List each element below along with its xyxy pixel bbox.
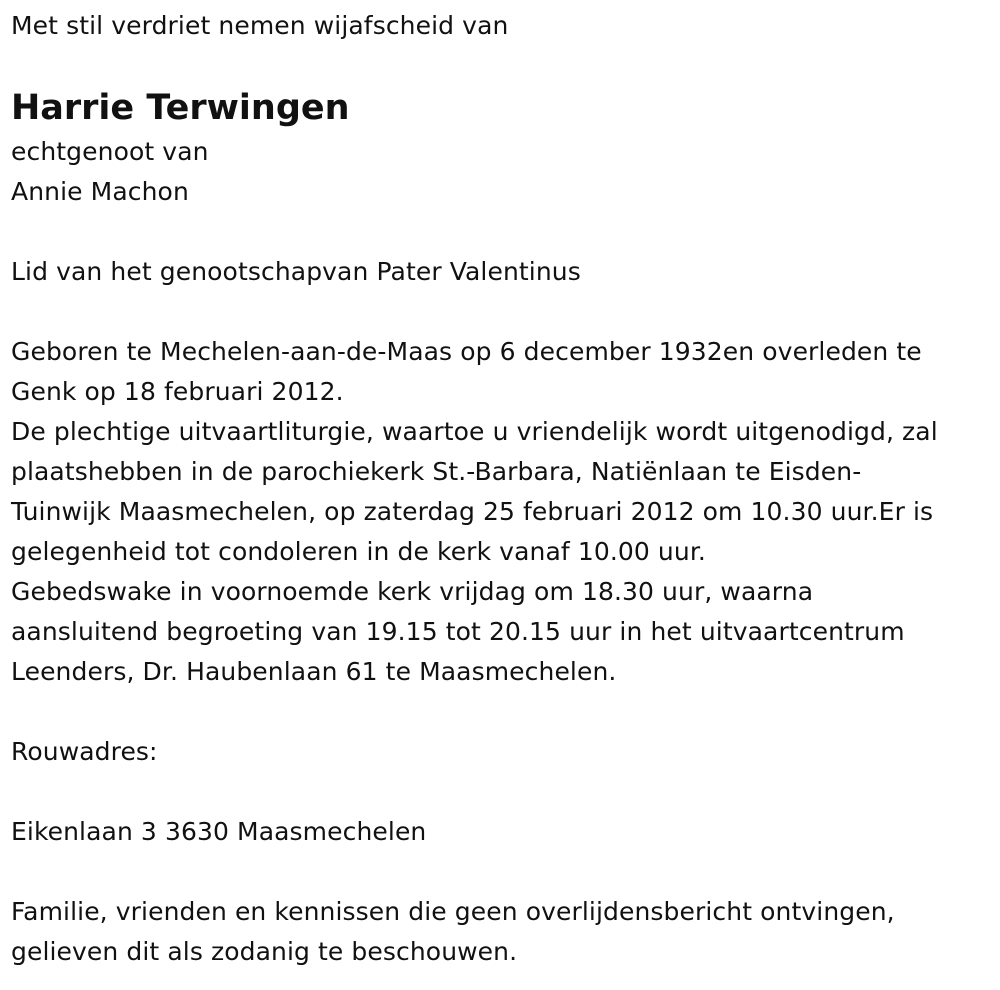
details-line: Leenders, Dr. Haubenlaan 61 te Maasmechelen. (11, 657, 617, 686)
closing-note (11, 892, 996, 972)
address-label: Rouwadres: (11, 737, 158, 766)
spacer (11, 772, 996, 812)
details-line: De plechtige uitvaartliturgie, waartoe u vriendelijk wordt uitgenodigd, zal (11, 417, 938, 446)
details-line: plaatshebben in de parochiekerk St.-Barbara, Natiënlaan te Eisden- (11, 457, 862, 486)
relation-label: echtgenoot van (11, 137, 209, 166)
funeral-details (11, 332, 996, 692)
mourning-address: Eikenlaan 3 3630 Maasmechelen (11, 817, 427, 846)
details-line: Geboren te Mechelen-aan-de-Maas op 6 december 1932en overleden te (11, 337, 922, 366)
obituary-notice (11, 6, 996, 972)
details-line: Tuinwijk Maasmechelen, op zaterdag 25 februari 2012 om 10.30 uur.Er is (11, 497, 934, 526)
details-line: aansluitend begroeting van 19.15 tot 20.15 uur in het uitvaartcentrum (11, 617, 905, 646)
details-line: gelegenheid tot condoleren in de kerk vanaf 10.00 uur. (11, 537, 706, 566)
deceased-name: Harrie Terwingen (11, 88, 350, 128)
spacer (11, 292, 996, 332)
closing-line: Familie, vrienden en kennissen die geen overlijdensbericht ontvingen, (11, 897, 895, 926)
spacer (11, 692, 996, 732)
spacer (11, 852, 996, 892)
details-line: Gebedswake in voornoemde kerk vrijdag om 18.30 uur, waarna (11, 577, 814, 606)
closing-line: gelieven dit als zodanig te beschouwen. (11, 937, 518, 966)
details-line: Genk op 18 februari 2012. (11, 377, 344, 406)
spacer (11, 212, 996, 252)
membership-text: Lid van het genootschapvan Pater Valentinus (11, 257, 581, 286)
intro-text: Met stil verdriet nemen wijafscheid van (11, 11, 509, 40)
spouse-name: Annie Machon (11, 177, 189, 206)
